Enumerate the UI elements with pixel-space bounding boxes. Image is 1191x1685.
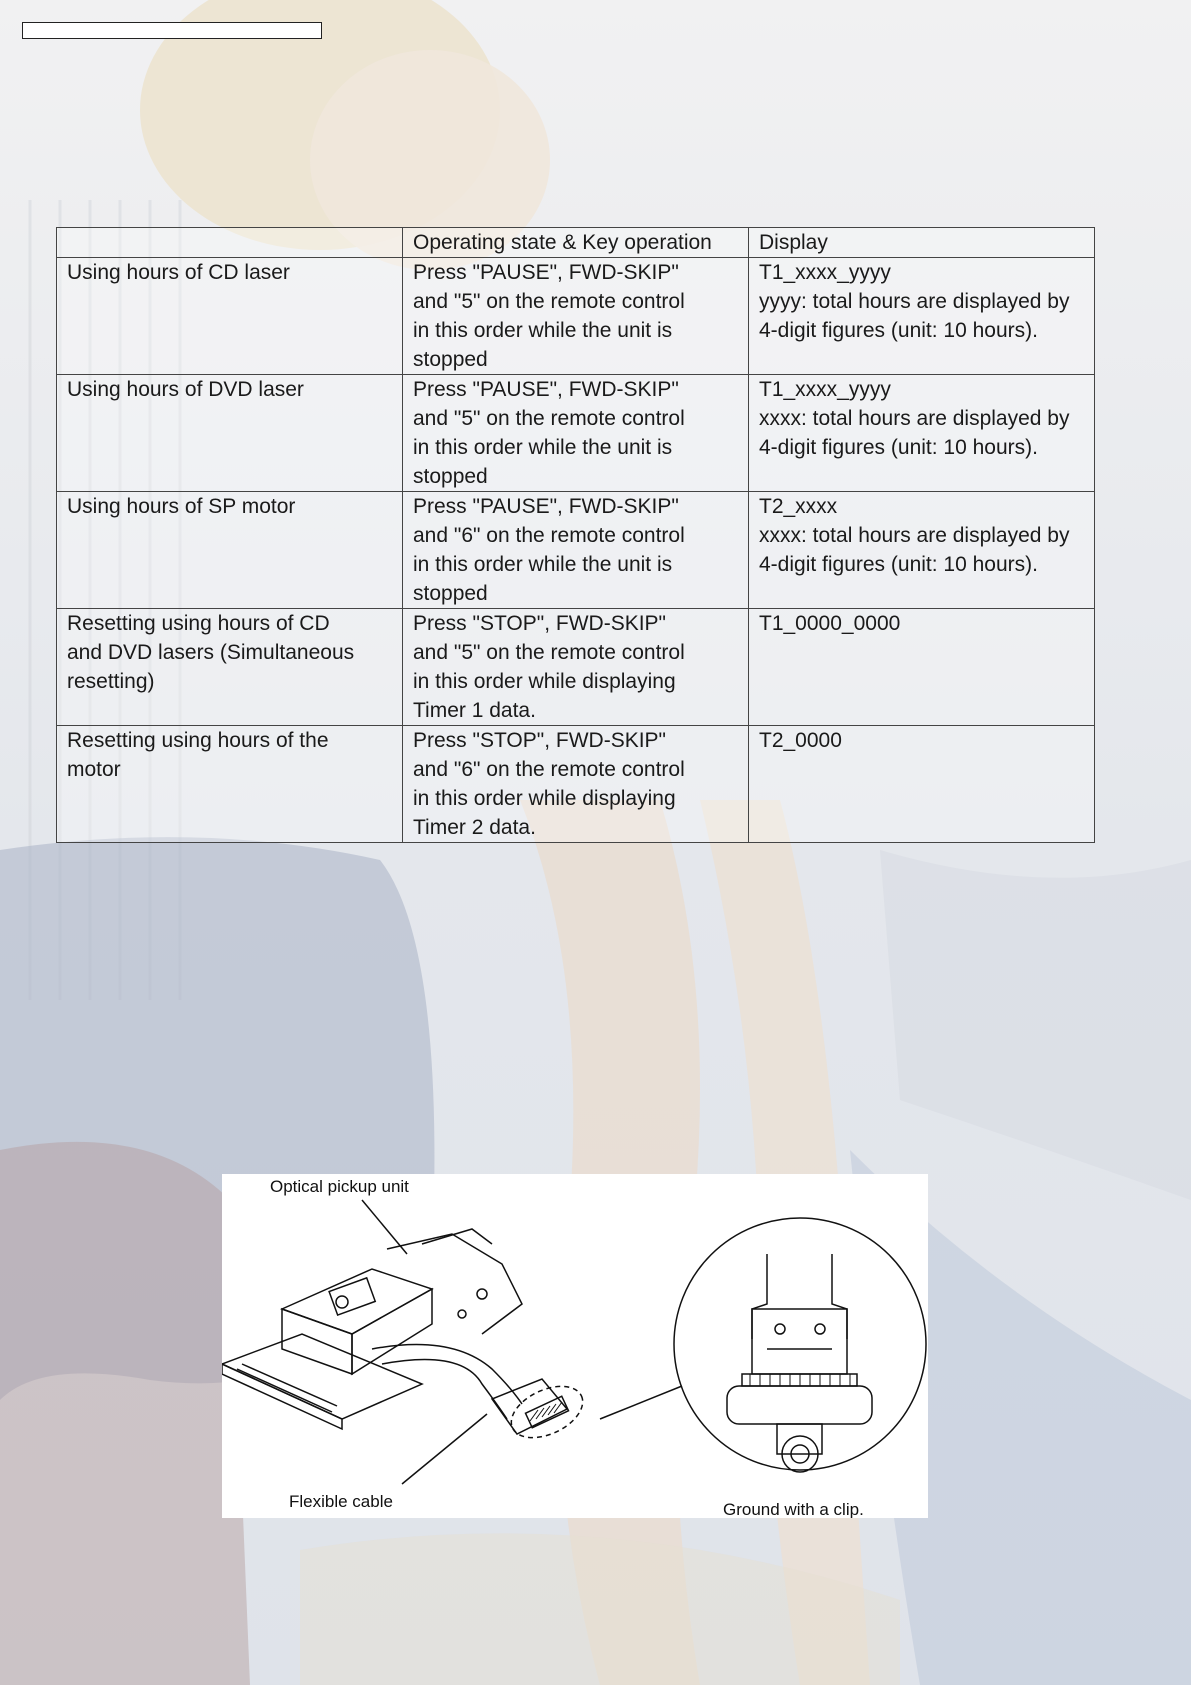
optical-pickup-label: Optical pickup unit <box>270 1177 409 1196</box>
ground-clip-label: Ground with a clip. <box>723 1500 864 1518</box>
header-box <box>22 22 322 39</box>
leader-line <box>600 1386 682 1419</box>
header-operation: Operating state & Key operation <box>403 228 749 258</box>
timer-operations-table <box>56 227 1095 843</box>
cell-operation: Press "PAUSE", FWD-SKIP" and "5" on the remote control in this order while the unit is stopped <box>403 375 749 492</box>
cell-display: T1_xxxx_yyyy yyyy: total hours are displayed by 4-digit figures (unit: 10 hours). <box>749 258 1095 375</box>
header-item <box>57 228 403 258</box>
table-row <box>57 492 1095 609</box>
magnified-view <box>674 1218 926 1470</box>
flexible-cable <box>372 1345 522 1405</box>
table-row <box>57 258 1095 375</box>
pickup-drawing <box>222 1174 928 1518</box>
flexible-cable-label: Flexible cable <box>289 1492 393 1511</box>
cell-operation: Press "PAUSE", FWD-SKIP" and "6" on the remote control in this order while the unit is stopped <box>403 492 749 609</box>
cell-operation: Press "STOP", FWD-SKIP" and "5" on the remote control in this order while displaying Timer 1 data. <box>403 609 749 726</box>
cell-item: Using hours of SP motor <box>57 492 403 609</box>
cell-item: Resetting using hours of CD and DVD lasers (Simultaneous resetting) <box>57 609 403 726</box>
table-row <box>57 375 1095 492</box>
cell-display: T1_xxxx_yyyy xxxx: total hours are displayed by 4-digit figures (unit: 10 hours). <box>749 375 1095 492</box>
table-header-row <box>57 228 1095 258</box>
table-row <box>57 609 1095 726</box>
header-display: Display <box>749 228 1095 258</box>
cell-item: Resetting using hours of the motor <box>57 726 403 843</box>
cell-display: T2_xxxx xxxx: total hours are displayed by 4-digit figures (unit: 10 hours). <box>749 492 1095 609</box>
cell-item: Using hours of CD laser <box>57 258 403 375</box>
cell-display: T1_0000_0000 <box>749 609 1095 726</box>
cell-display: T2_0000 <box>749 726 1095 843</box>
leader-line <box>402 1414 487 1484</box>
cell-operation: Press "PAUSE", FWD-SKIP" and "5" on the remote control in this order while the unit is stopped <box>403 258 749 375</box>
table-row <box>57 726 1095 843</box>
optical-pickup-diagram <box>222 1174 928 1518</box>
cell-item: Using hours of DVD laser <box>57 375 403 492</box>
cell-operation: Press "STOP", FWD-SKIP" and "6" on the remote control in this order while displaying Timer 2 data. <box>403 726 749 843</box>
